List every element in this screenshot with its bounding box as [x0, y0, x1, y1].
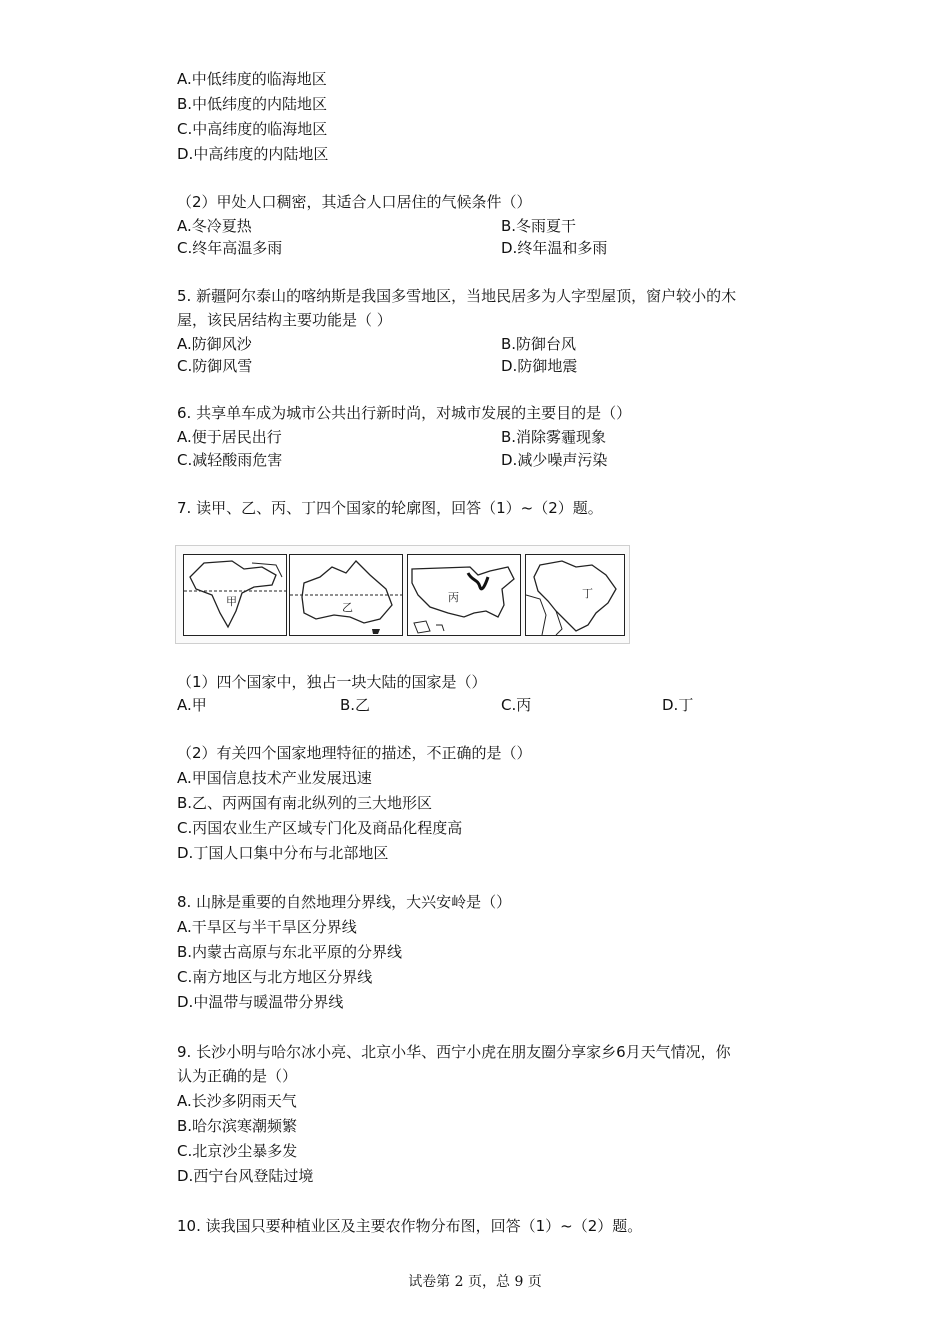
q10-stem: 10. 读我国只要种植业区及主要农作物分布图，回答（1）~（2）题。	[177, 1217, 643, 1235]
q8-option-d: D.中温带与暖温带分界线	[177, 993, 344, 1011]
map-bing	[407, 554, 521, 636]
q7-2-option-c: C.丙国农业生产区域专门化及商品化程度高	[177, 819, 463, 837]
country-outline-figure	[175, 545, 630, 644]
q7-2-option-b: B.乙、丙两国有南北纵列的三大地形区	[177, 794, 433, 812]
q7-1-option-b: B.乙	[340, 696, 371, 714]
q4-1-option-a: A.中低纬度的临海地区	[177, 70, 327, 88]
map-jia-outline	[184, 555, 286, 635]
q7-2-option-a: A.甲国信息技术产业发展迅速	[177, 769, 372, 787]
q9-option-b: B.哈尔滨寒潮频繁	[177, 1117, 298, 1135]
q6-option-b: B.消除雾霾现象	[501, 428, 607, 446]
q7-1-option-a: A.甲	[177, 696, 207, 714]
q5-option-a: A.防御风沙	[177, 335, 252, 353]
q9-option-d: D.西宁台风登陆过境	[177, 1167, 314, 1185]
map-label-jia: 甲	[226, 595, 237, 608]
q4-1-option-d: D.中高纬度的内陆地区	[177, 145, 329, 163]
q8-option-a: A.干旱区与半干旱区分界线	[177, 918, 357, 936]
map-yi	[289, 554, 403, 636]
q8-option-c: C.南方地区与北方地区分界线	[177, 968, 373, 986]
q4-2-option-b: B.冬雨夏干	[501, 217, 577, 235]
q9-stem-line1: 9. 长沙小明与哈尔冰小亮、北京小华、西宁小虎在朋友圈分享家乡6月天气情况，你	[177, 1043, 731, 1061]
q7-1-option-d: D.丁	[662, 696, 694, 714]
q6-stem: 6. 共享单车成为城市公共出行新时尚，对城市发展的主要目的是（）	[177, 404, 632, 422]
q4-1-option-b: B.中低纬度的内陆地区	[177, 95, 328, 113]
q9-stem-line2: 认为正确的是（）	[177, 1067, 298, 1085]
q4-2-option-c: C.终年高温多雨	[177, 239, 283, 257]
q5-option-b: B.防御台风	[501, 335, 577, 353]
q7-1-option-c: C.丙	[501, 696, 532, 714]
q7-2-option-d: D.丁国人口集中分布与北部地区	[177, 844, 389, 862]
map-bing-outline	[408, 555, 520, 635]
map-label-ding: 丁	[582, 587, 593, 600]
q7-stem: 7. 读甲、乙、丙、丁四个国家的轮廓图，回答（1）~（2）题。	[177, 499, 603, 517]
page-footer: 试卷第 2 页，总 9 页	[408, 1274, 542, 1290]
map-label-bing: 丙	[448, 591, 459, 604]
q6-option-a: A.便于居民出行	[177, 428, 282, 446]
q7-2-stem: （2）有关四个国家地理特征的描述，不正确的是（）	[177, 744, 532, 762]
q5-option-c: C.防御风雪	[177, 357, 253, 375]
q9-option-c: C.北京沙尘暴多发	[177, 1142, 298, 1160]
q5-stem-line2: 屋，该民居结构主要功能是（ ）	[177, 311, 392, 329]
q9-option-a: A.长沙多阴雨天气	[177, 1092, 297, 1110]
q7-1-stem: （1）四个国家中，独占一块大陆的国家是（）	[177, 673, 487, 691]
q4-2-option-a: A.冬冷夏热	[177, 217, 252, 235]
map-jia	[183, 554, 287, 636]
map-ding	[525, 554, 625, 636]
map-label-yi: 乙	[342, 601, 353, 614]
map-ding-outline	[526, 555, 624, 635]
q4-2-option-d: D.终年温和多雨	[501, 239, 608, 257]
q5-stem-line1: 5. 新疆阿尔泰山的喀纳斯是我国多雪地区，当地民居多为人字型屋顶，窗户较小的木	[177, 287, 737, 305]
q8-option-b: B.内蒙古高原与东北平原的分界线	[177, 943, 403, 961]
q8-stem: 8. 山脉是重要的自然地理分界线，大兴安岭是（）	[177, 893, 512, 911]
q4-1-option-c: C.中高纬度的临海地区	[177, 120, 328, 138]
q4-2-stem: （2）甲处人口稠密，其适合人口居住的气候条件（）	[177, 193, 532, 211]
q6-option-d: D.减少噪声污染	[501, 451, 608, 469]
q5-option-d: D.防御地震	[501, 357, 578, 375]
q6-option-c: C.减轻酸雨危害	[177, 451, 283, 469]
map-yi-outline	[290, 555, 402, 635]
